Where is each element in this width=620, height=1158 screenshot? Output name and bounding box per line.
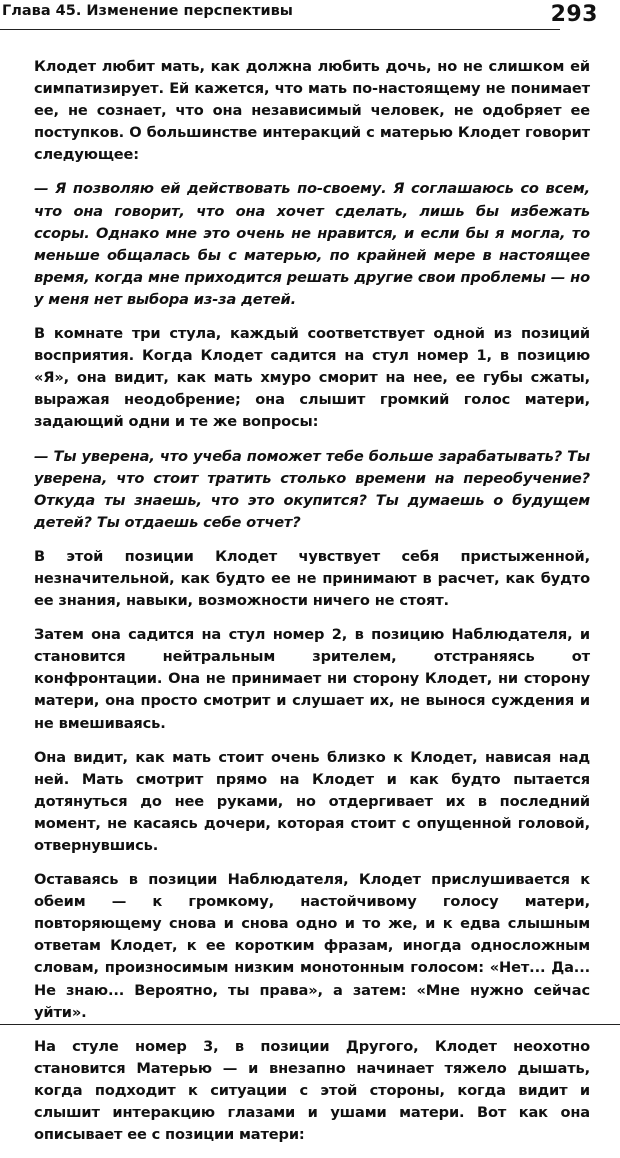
paragraph-6: Оставаясь в позиции Наблюдателя, Клодет прислушивается к обеим — к громкому, настойчивому голосу матери, повторяющему снова и снова одно и то же, и к едва слышным ответам Клодет, к ее коротким фразам, иногда односложным словам, произносимым низким монотонным голосом: «Нет... Да... Не знаю... Вероятно, ты права», а затем: «Мне нужно сейчас уйти». [34, 871, 590, 1021]
paragraph-3: В этой позиции Клодет чувствует себя пристыженной, незначительной, как будто ее не принимают в расчет, как будто ее знания, навыки, возможности ничего не стоят. [34, 547, 590, 610]
paragraph-2: В комнате три стула, каждый соответствует одной из позиций восприятия. Когда Клодет садится на стул номер 1, в позицию «Я», она видит, как мать хмуро сморит на нее, ее губы сжаты, выражая неодобрение; она слышит громкий голос матери, задающий одни и те же вопросы: [34, 325, 590, 431]
paragraph-7: На стуле номер 3, в позиции Другого, Клодет неохотно становится Матерью — и внезапно начинает тяжело дышать, когда подходит к ситуации с этой стороны, когда видит и слышит интеракцию глазами и ушами матери. Вот как она описывает ее с позиции матери: [34, 1037, 590, 1144]
paragraph-5: Она видит, как мать стоит очень близко к Клодет, нависая над ней. Мать смотрит прямо на Клодет и как будто пытается дотянуться до нее руками, но отдергивает их в последний момент, не касаясь дочери, которая стоит с опущенной головой, отвернувшись. [34, 748, 590, 854]
chapter-title: Глава 45. Изменение перспективы [2, 3, 293, 19]
quote-paragraph-1: — Я позволяю ей действовать по-своему. Я соглашаюсь со всем, что она говорит, что она хочет сделать, лишь бы избежать ссоры. Однако мне это очень не нравится, и если бы я могла, то меньше общалась бы с матерью, по крайней мере в настоящее время, когда мне приходится решать другие свои проблемы — но у меня нет выбора из-за детей. [34, 180, 590, 308]
quote-paragraph-2: — Ты уверена, что учеба поможет тебе больше зарабатывать? Ты уверена, что стоит тратить столько времени на переобучение? Откуда ты знаешь, что это окупится? Ты думаешь о будущем детей? Ты отдаешь себе отчет? [34, 447, 590, 531]
page-number: 293 [550, 2, 598, 27]
page-body [34, 56, 590, 1158]
paragraph-4: Затем она садится на стул номер 2, в позицию Наблюдателя, и становится нейтральным зрителем, отстраняясь от конфронтации. Она не принимает ни сторону Клодет, ни сторону матери, она просто смотрит и слушает их, не вынося суждения и не вмешиваясь. [34, 626, 590, 732]
paragraph-1: Клодет любит мать, как должна любить дочь, но не слишком ей симпатизирует. Ей кажется, что мать по-настоящему не понимает ее, не сознает, что она независимый человек, не одобряет ее поступков. О большинстве интеракций с матерью Клодет говорит следующее: [34, 58, 590, 164]
footer-rule [0, 1024, 620, 1025]
page-header [0, 0, 620, 36]
header-rule [0, 29, 560, 30]
